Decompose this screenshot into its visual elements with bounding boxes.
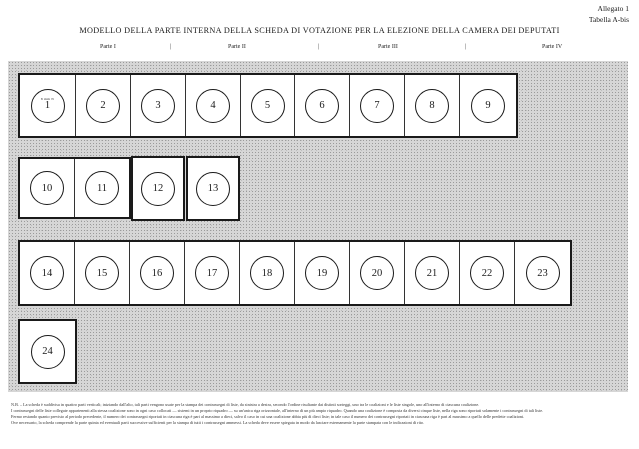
- list-box: [131, 75, 186, 136]
- coalition-row-1: [18, 73, 518, 138]
- list-emblem-circle: [360, 89, 394, 123]
- list-box: [186, 75, 241, 136]
- list-number: 5: [264, 100, 271, 111]
- list-box: [240, 242, 295, 304]
- allegato-label: Allegato 1: [597, 4, 629, 13]
- list-emblem-circle: [86, 89, 120, 123]
- list-number: 23: [537, 267, 548, 279]
- list-number: 9: [485, 100, 491, 111]
- single-list-box: [18, 319, 77, 384]
- list-box: [460, 75, 516, 136]
- list-box: [75, 242, 130, 304]
- list-emblem-circle: [30, 171, 64, 205]
- list-box: [405, 242, 460, 304]
- list-emblem-circle: [415, 256, 449, 290]
- list-box: [133, 158, 183, 219]
- list-number: 16: [151, 267, 163, 279]
- list-number: 24: [42, 346, 53, 357]
- list-emblem-circle: [360, 256, 394, 290]
- part-separator-2: |: [318, 44, 320, 50]
- list-number: 7: [374, 100, 380, 111]
- list-box: [295, 75, 350, 136]
- list-box: [188, 158, 238, 219]
- coalition-row-3: [18, 240, 572, 306]
- list-box: [405, 75, 460, 136]
- list-box: [350, 75, 405, 136]
- list-number: 2: [100, 100, 106, 111]
- parts-header: [0, 44, 639, 54]
- page-title: MODELLO DELLA PARTE INTERNA DELLA SCHEDA DI VOTAZIONE PER LA ELEZIONE DELLA CAMERA DEI DEPUTATI: [79, 26, 560, 35]
- list-emblem-circle: [305, 256, 339, 290]
- list-number: 6: [319, 100, 325, 111]
- footnote: [11, 402, 631, 426]
- list-emblem-circle: [195, 256, 229, 290]
- part-label-1: Parte I: [100, 44, 116, 50]
- list-number: 12: [152, 183, 164, 194]
- list-emblem-circle: [31, 335, 65, 369]
- list-emblem-circle: [305, 89, 339, 123]
- single-list-box: [131, 156, 185, 221]
- list-number: 18: [261, 267, 273, 279]
- footnote-paragraph: Fermo restando quanto previsto al periodo precedente, il numero dei contrassegni riportati in ciascuna riga è pari al massimo a dieci, salvo il caso in cui una coalizione abbia più di dieci liste; in tale caso il numero dei contrassegni riportati in ciascuna riga è pari al massimo a quello delle predette coalizioni.: [11, 414, 525, 419]
- list-number: 17: [206, 267, 218, 279]
- list-box: [20, 159, 75, 217]
- part-separator-3: |: [465, 44, 467, 50]
- list-emblem-circle: [250, 256, 284, 290]
- list-number: 11: [96, 182, 108, 194]
- list-number: 22: [481, 267, 493, 279]
- footnote-paragraph: I contrassegni delle liste collegate appartenenti alla stessa coalizione sono in ogni caso collocati — sistemi in un proprio riquadro — su un'unica riga orizzontale, all'interno di un più ampio riquadro. Quando una coalizione è composta da diversi cinque liste, nella riga sono riportati solamente i contrassegni di tali liste.: [11, 408, 544, 413]
- list-emblem-circle: [30, 256, 64, 290]
- list-emblem-circle: [415, 89, 449, 123]
- list-box: [76, 75, 131, 136]
- list-number: 21: [426, 267, 438, 279]
- list-emblem-circle: [251, 89, 285, 123]
- list-box: [20, 242, 75, 304]
- list-number: 13: [207, 183, 219, 194]
- list-box: [20, 321, 75, 382]
- list-number: 20: [371, 267, 383, 279]
- coalition-row-2: [18, 157, 131, 219]
- footnote-paragraph: Ove necessario, la scheda comprende la parte quinta ed eventuali parti successive sufficienti per la stampa di tutti i contrassegni ammessi. La scheda deve essere spiegata in modo da lasciare esternamente la parte stampata con le indicazioni di rito.: [11, 420, 425, 425]
- footnote-paragraph: N.B. – La scheda è suddivisa in quattro parti verticali; iniziando dall'alto, tali parti vengono usate per la stampa dei contrassegni di liste, da sinistra a destra, secondo l'ordine risultante dai distinti sorteggi, uno tra le coalizioni e le liste singole, uno all'interno di ciascuna coalizione.: [11, 402, 480, 407]
- list-number: 14: [41, 267, 53, 279]
- list-number: 8: [429, 100, 435, 111]
- single-list-box: [186, 156, 240, 221]
- list-box: [350, 242, 405, 304]
- emblem-size-note: 8 mm N: [40, 96, 55, 101]
- list-number: 3: [155, 100, 161, 111]
- list-box: [460, 242, 515, 304]
- part-label-4: Parte IV: [542, 44, 563, 50]
- list-box: [185, 242, 240, 304]
- list-box: [75, 159, 129, 217]
- list-box: [130, 242, 185, 304]
- list-emblem-circle: [85, 256, 119, 290]
- list-box: [20, 75, 76, 136]
- list-number: 15: [96, 267, 108, 279]
- list-box: [515, 242, 570, 304]
- list-box: [295, 242, 350, 304]
- list-emblem-circle: [31, 89, 65, 123]
- list-emblem-circle: [85, 171, 119, 205]
- list-emblem-circle: [470, 256, 504, 290]
- list-emblem-circle: [196, 172, 230, 206]
- list-emblem-circle: [141, 89, 175, 123]
- list-emblem-circle: [526, 256, 560, 290]
- part-separator-1: |: [170, 44, 172, 50]
- list-number: 4: [210, 100, 216, 111]
- list-emblem-circle: [140, 256, 174, 290]
- list-number: 10: [41, 182, 53, 194]
- list-number: 19: [316, 267, 328, 279]
- part-label-3: Parte III: [378, 44, 398, 50]
- list-box: [241, 75, 295, 136]
- tabella-label: Tabella A-bis: [588, 15, 629, 24]
- list-emblem-circle: [141, 172, 175, 206]
- list-emblem-circle: [196, 89, 230, 123]
- list-number: 1: [44, 100, 51, 111]
- part-label-2: Parte II: [228, 44, 246, 50]
- list-emblem-circle: [471, 89, 505, 123]
